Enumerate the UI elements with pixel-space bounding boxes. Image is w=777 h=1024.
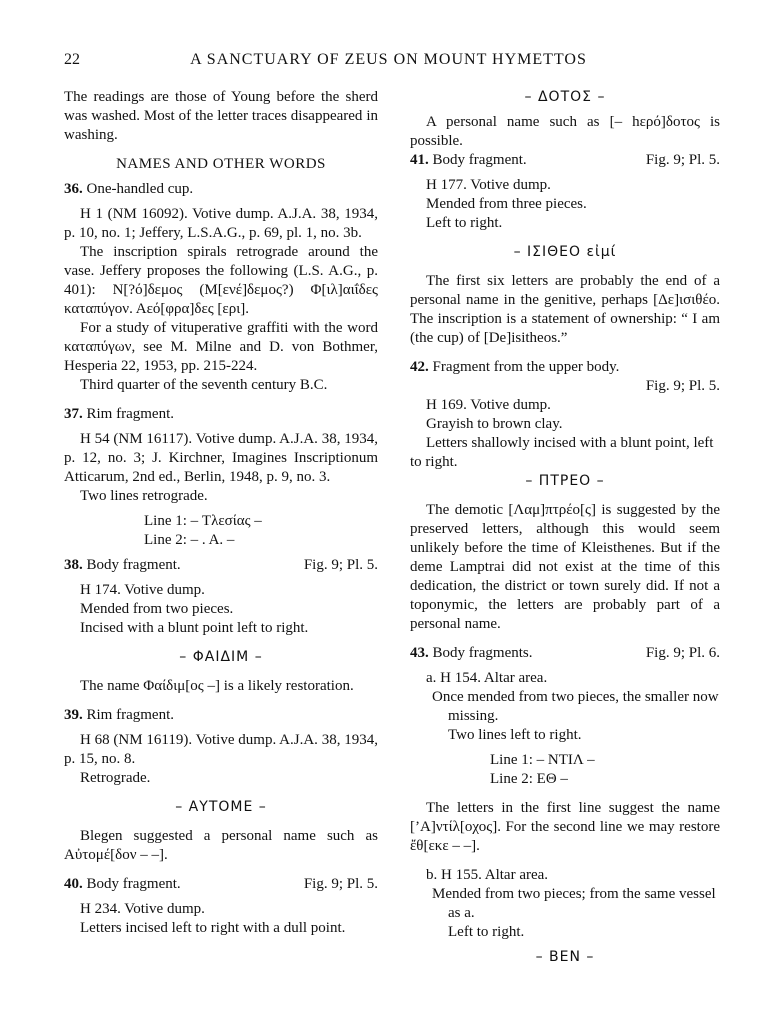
catalog-info: H 234. Votive dump. — [80, 901, 205, 917]
entry-number: 43. — [410, 645, 429, 661]
figure-ref: Fig. 9; Pl. 5. — [645, 378, 720, 394]
figure-ref: Fig. 9; Pl. 6. — [645, 645, 720, 661]
entry-number: 41. — [410, 152, 429, 168]
entry-38 — [64, 556, 378, 696]
description: Grayish to brown clay. — [426, 416, 563, 432]
description: Left to right. — [426, 215, 503, 231]
inscription-line-1: Line 1: – ΝΤΙΛ – — [490, 752, 595, 768]
entry-number: 42. — [410, 359, 429, 375]
commentary: The demotic [Λαμ]πτρέο[ς] is suggested by the preserved letters, although this would seem unlikely before the time of Kleisthenes. But if the deme Lamptrai did not exist at the time of this dedication, the district or town surely did. If not a toponymic, the letters are probably part of a personal name. — [410, 502, 720, 632]
commentary: For a study of vituperative graffiti with the word καταπύγων, see M. Milne and D. von Bothmer, Hesperia 22, 1953, pp. 215-224. — [64, 320, 378, 374]
entry-number: 39. — [64, 707, 83, 723]
catalog-info: H 169. Votive dump. — [426, 397, 551, 413]
commentary: The inscription spirals retrograde around the vase. Jeffery proposes the following (L.S. A.G., p. 401): Ν[?ό]δεμος (Μ[ενέ]δεμος?) Φ[ιλ]αιΐδες καταπύγον. Αεό[φρα]δες [ερι]. — [64, 244, 378, 317]
inscription-letters: – ΑΥΤΟΜΕ – — [175, 799, 267, 815]
description: Mended from two pieces; from the same vessel as a. — [432, 886, 716, 921]
entry-title: Fragment from the upper body. — [432, 359, 620, 375]
entry-title: Body fragments. — [432, 645, 533, 661]
description: Letters shallowly incised with a blunt point, left to right. — [410, 435, 714, 470]
entry-title: Body fragment. — [86, 876, 181, 892]
entry-number: 36. — [64, 181, 83, 197]
catalog-info: H 154. Altar area. — [440, 670, 548, 686]
catalog-info: H 54 (NM 16117). Votive dump. A.J.A. 38, 1934, p. 12, no. 3; J. Kirchner, Imagines Inscriptionum Atticarum, 2nd ed., Berlin, 1948, p. 9, no. 3. — [64, 431, 378, 485]
description: Two lines retrograde. — [80, 488, 208, 504]
description: Letters incised left to right with a dull point. — [80, 920, 346, 936]
entry-number: 40. — [64, 876, 83, 892]
description: Mended from two pieces. — [80, 601, 234, 617]
inscription-letters: – ΦΑΙΔΙΜ – — [179, 649, 263, 665]
entry-title: Body fragment. — [432, 152, 527, 168]
figure-ref: Fig. 9; Pl. 5. — [303, 557, 378, 573]
commentary: The first six letters are probably the end of a personal name in the genitive, perhaps [Δε]ισιθέο. The inscription is a statement of ownership: “ I am (the cup) of [De]isitheos.” — [410, 273, 720, 346]
entry-36 — [64, 180, 378, 395]
commentary: The letters in the first line suggest the name [’Α]ντίλ[οχος]. For the second line we may restore ἔθ[εκε – –]. — [410, 800, 720, 854]
commentary: The name Φαίδιμ[ος –] is a likely restoration. — [80, 678, 354, 694]
page-header — [0, 50, 777, 72]
left-column — [64, 88, 378, 938]
subentry-label: a. — [426, 670, 437, 686]
inscription-letters: – ΙΣΙΘΕΟ εἰμί — [513, 244, 617, 260]
catalog-info: H 177. Votive dump. — [426, 177, 551, 193]
right-column — [410, 88, 720, 967]
entry-40 — [64, 875, 378, 938]
date-line: Third quarter of the seventh century B.C. — [80, 377, 328, 393]
inscription-line-2: Line 2: – . A. – — [144, 532, 235, 548]
entry-42 — [410, 358, 720, 634]
description: Left to right. — [448, 924, 525, 940]
description: Mended from three pieces. — [426, 196, 587, 212]
commentary: A personal name such as [– hερό]δοτος is possible. — [410, 114, 720, 149]
entry-title: Rim fragment. — [86, 707, 174, 723]
inscription-line-1: Line 1: – Τλεσίας – — [144, 513, 262, 529]
description: Incised with a blunt point left to right. — [80, 620, 309, 636]
entry-title: Rim fragment. — [86, 406, 174, 422]
page-number: 22 — [64, 51, 80, 68]
catalog-info: H 174. Votive dump. — [80, 582, 205, 598]
entry-41 — [410, 151, 720, 348]
figure-ref: Fig. 9; Pl. 5. — [645, 152, 720, 168]
inscription-letters: – ΒΕΝ – — [535, 949, 595, 965]
inscription-letters: – ΠΤΡΕΟ – — [525, 473, 605, 489]
entry-37 — [64, 405, 378, 550]
section-title: NAMES AND OTHER WORDS — [116, 156, 326, 172]
description: Two lines left to right. — [448, 727, 582, 743]
entry-title: Body fragment. — [86, 557, 181, 573]
entry-39 — [64, 706, 378, 865]
entry-43 — [410, 644, 720, 967]
entry-number: 37. — [64, 406, 83, 422]
description: Once mended from two pieces, the smaller now missing. — [432, 689, 719, 724]
intro-paragraph: The readings are those of Young before the sherd was washed. Most of the letter traces disappeared in washing. — [64, 89, 378, 143]
running-title: A SANCTUARY OF ZEUS ON MOUNT HYMETTOS — [190, 51, 587, 68]
inscription-line-2: Line 2: ΕΘ – — [490, 771, 568, 787]
commentary: Blegen suggested a personal name such as Αὐτομέ[δον – –]. — [64, 828, 378, 863]
description: Retrograde. — [80, 770, 151, 786]
entry-title: One-handled cup. — [86, 181, 194, 197]
catalog-info: H 68 (NM 16119). Votive dump. A.J.A. 38, 1934, p. 15, no. 8. — [64, 732, 378, 767]
inscription-letters: – ΔΟΤΟΣ – — [524, 89, 606, 105]
catalog-info: H 155. Altar area. — [441, 867, 549, 883]
figure-ref: Fig. 9; Pl. 5. — [303, 876, 378, 892]
catalog-info: H 1 (NM 16092). Votive dump. A.J.A. 38, 1934, p. 10, no. 1; Jeffery, L.S.A.G., p. 69, pl. 1, no. 3b. — [64, 206, 378, 241]
entry-number: 38. — [64, 557, 83, 573]
subentry-label: b. — [426, 867, 438, 883]
